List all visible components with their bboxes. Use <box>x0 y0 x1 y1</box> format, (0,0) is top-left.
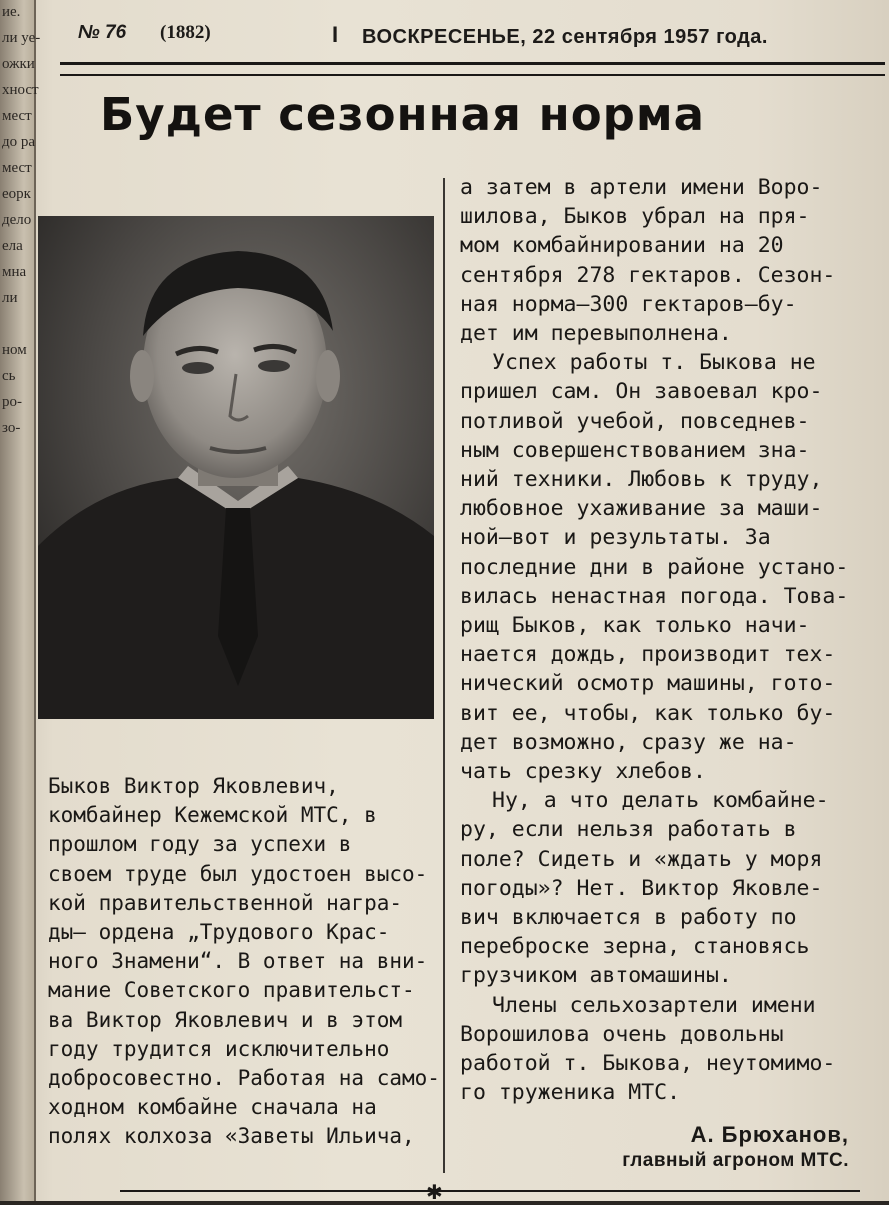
column-divider <box>443 178 445 1173</box>
text-line: комбайнер Кежемской МТС, в <box>48 803 377 828</box>
edge-fragment: ли уе- <box>2 30 41 46</box>
article-headline: Будет сезонная норма <box>100 88 705 141</box>
text-line: полях колхоза «Заветы Ильича, <box>48 1124 415 1149</box>
issue-total-number: (1882) <box>160 22 211 43</box>
article-column-right <box>460 173 875 1108</box>
author-title: главный агроном МТС. <box>622 1150 849 1171</box>
text-line: переброске зерна, становясь <box>460 934 810 960</box>
text-line: ва Виктор Яковлевич и в этом <box>48 1007 403 1032</box>
edge-fragment: хност <box>2 82 39 98</box>
edge-fragment: мест <box>2 160 32 176</box>
edge-fragment: мест <box>2 108 32 124</box>
bottom-rule <box>120 1190 860 1192</box>
edge-fragment: ие. <box>2 4 21 20</box>
text-line: мание Советского правительст- <box>48 978 415 1003</box>
masthead-strip <box>60 10 885 65</box>
edge-fragment: зо- <box>2 420 21 436</box>
text-line: чать срезку хлебов. <box>460 759 706 785</box>
text-line: Члены сельхозартели имени <box>492 992 816 1018</box>
star-ornament-icon: ✱ <box>426 1182 443 1204</box>
text-line: дет возможно, сразу же на- <box>460 729 797 755</box>
portrait-photo <box>38 216 434 719</box>
text-line: сентября 278 гектаров. Сезон- <box>460 262 836 288</box>
issue-number: № 76 <box>78 22 127 43</box>
text-line: мом комбайнировании на 20 <box>460 233 784 259</box>
text-line: любовное ухаживание за маши- <box>460 496 823 522</box>
portrait-illustration <box>38 216 434 719</box>
text-line: погоды»? Нет. Виктор Яковле- <box>460 875 823 901</box>
edge-fragment: еорк <box>2 186 31 202</box>
text-line: потливой учебой, повседнев- <box>460 408 810 434</box>
text-line: рищ Быков, как только начи- <box>460 613 810 639</box>
text-line: ным совершенствованием зна- <box>460 437 810 463</box>
text-line: году трудится исключительно <box>48 1036 390 1061</box>
text-line: дет им перевыполнена. <box>460 321 732 347</box>
text-line: Ворошилова очень довольны <box>460 1021 784 1047</box>
text-line: го труженика МТС. <box>460 1080 681 1106</box>
edge-fragment: ела <box>2 238 23 254</box>
text-line: Успех работы т. Быкова не <box>492 350 816 376</box>
text-line: нический осмотр машины, гото- <box>460 671 836 697</box>
edge-fragment: до ра <box>2 134 36 150</box>
text-line: нается дождь, производит тех- <box>460 642 836 668</box>
text-line: добросовестно. Работая на само- <box>48 1066 440 1091</box>
text-line: вит ее, чтобы, как только бу- <box>460 700 836 726</box>
text-line: поле? Сидеть и «ждать у моря <box>460 846 823 872</box>
text-line: кой правительственной награ- <box>48 890 403 915</box>
text-line: а затем в артели имени Воро- <box>460 175 823 200</box>
edge-fragment: ро- <box>2 394 22 410</box>
article-signature <box>622 1122 849 1172</box>
text-line: работой т. Быкова, неутомимо- <box>460 1051 836 1077</box>
edge-fragment: мна <box>2 264 27 280</box>
text-line: своем труде был удостоен высо- <box>48 861 428 886</box>
edge-fragment: дело <box>2 212 32 228</box>
text-line: ды— ордена „Трудового Крас- <box>48 920 390 945</box>
issue-date: ВОСКРЕСЕНЬЕ, 22 сентября 1957 года. <box>362 26 768 48</box>
text-line: Быков Виктор Яковлевич, <box>48 774 339 798</box>
edge-fragment: сь <box>2 368 16 384</box>
article-column-left <box>48 772 440 1152</box>
adjacent-page-edge <box>0 0 41 1201</box>
text-line: ного Знамени“. В ответ на вни- <box>48 949 428 974</box>
text-line: грузчиком автомашины. <box>460 963 732 989</box>
text-line: ходном комбайне сначала на <box>48 1095 377 1120</box>
text-line: ру, если нельзя работать в <box>460 817 797 843</box>
edge-fragment: ном <box>2 342 27 358</box>
text-line: последние дни в районе устано- <box>460 554 849 580</box>
edge-fragment: ли <box>2 290 18 306</box>
text-line: ний техники. Любовь к труду, <box>460 467 823 493</box>
text-line: ной—вот и результаты. За <box>460 525 771 551</box>
page-number: I <box>332 22 339 47</box>
edge-fragment: ожки <box>2 56 35 72</box>
text-line: вилась ненастная погода. Това- <box>460 583 849 609</box>
text-line: ная норма—300 гектаров—бу- <box>460 291 797 317</box>
text-line: Ну, а что делать комбайне- <box>492 788 829 814</box>
text-line: шилова, Быков убрал на пря- <box>460 204 810 230</box>
text-line: пришел сам. Он завоевал кро- <box>460 379 823 405</box>
text-line: прошлом году за успехи в <box>48 832 352 857</box>
text-line: вич включается в работу по <box>460 905 797 931</box>
header-rule <box>60 74 885 76</box>
author-name: А. Брюханов, <box>690 1122 849 1147</box>
